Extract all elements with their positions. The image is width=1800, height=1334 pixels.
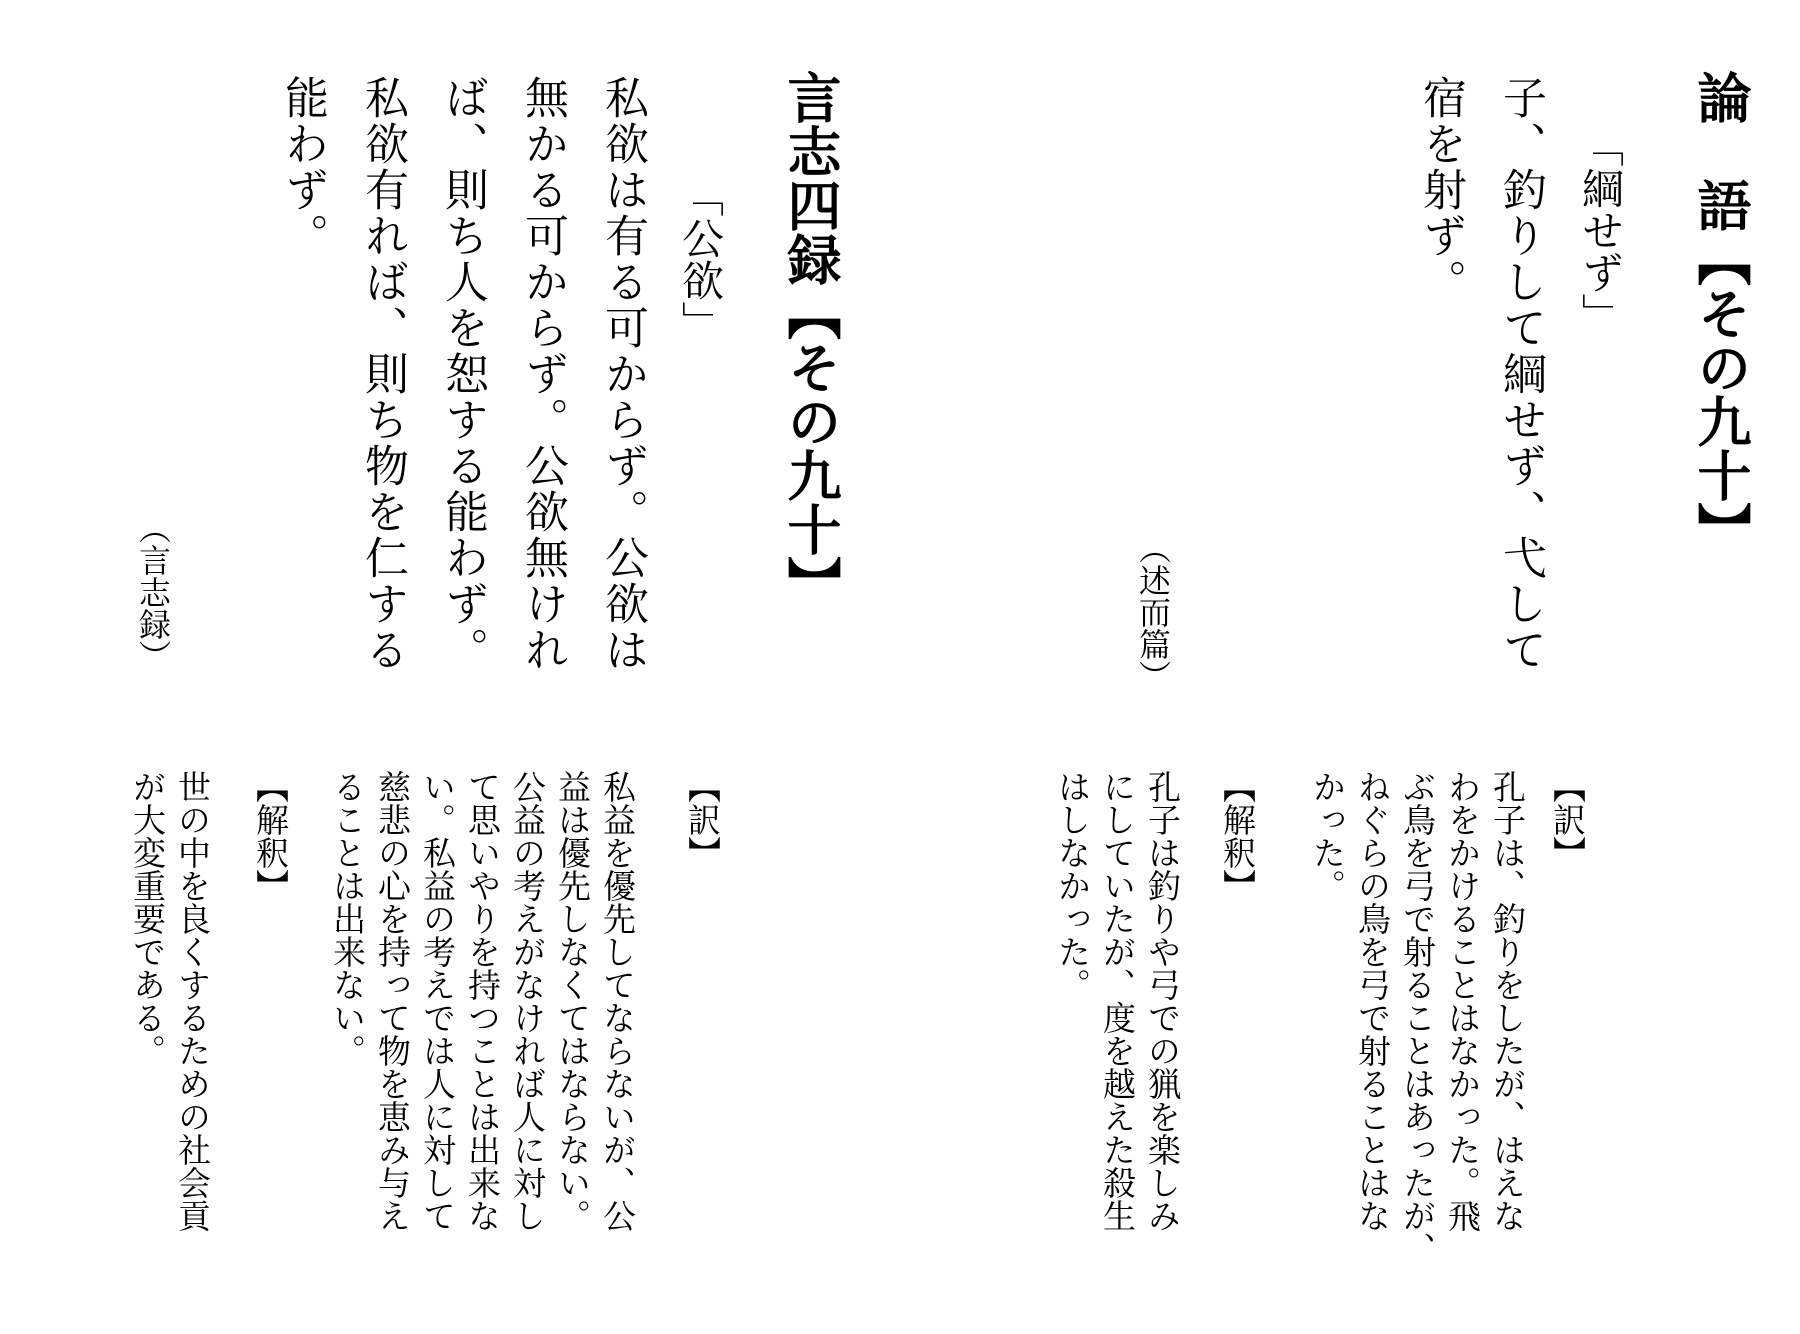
genshi-subtitle: 「公欲」 <box>676 175 725 343</box>
rongo-translation-text: 孔子は、釣りをしたが、はえな わをかけることはなかった。飛 ぶ鳥を弓で射ることはあったが、 ねぐらの鳥を弓で射ることはな かった。 <box>1308 770 1527 1265</box>
rongo-interpretation-label: 【解釈】 <box>1218 770 1257 902</box>
rongo-text-line-2: 宿を射ず。 <box>1415 75 1466 305</box>
genshi-source: （言志録） <box>134 512 172 672</box>
rongo-source: （述而篇） <box>1134 532 1172 692</box>
genshi-interpretation-label: 【解釈】 <box>251 770 290 902</box>
rongo-subtitle: 「綱せず」 <box>1576 125 1625 335</box>
genshi-heading: 言志四録【その九十】 <box>779 70 842 610</box>
genshi-translation-label: 【訳】 <box>683 770 722 869</box>
rongo-text-line-1: 子、釣りして綱せず、弋して <box>1495 75 1546 673</box>
rongo-interpretation-text: 孔子は釣りや弓での猟を楽しみ にしていたが、度を越えた殺生 はしなかった。 <box>1053 770 1182 1232</box>
genshi-text-line-4: 私欲有れば、則ち物を仁する <box>357 75 408 673</box>
genshi-text-line-2: 無かる可からず。公欲無けれ <box>517 75 568 673</box>
genshi-translation-text: 私益を優先してならないが、公 益は優先しなくてはならない。 公益の考えがなければ人に対し て思いやりを持つことは出来な い。私益の考えでは人に対して 慈悲の心を持って物を恵み与え ることは出来ない。 <box>328 770 637 1232</box>
genshi-interpretation-text: 世の中を良くするための社会貢 が大変重要である。 <box>128 770 212 1232</box>
genshi-text-line-1: 私欲は有る可からず。公欲は <box>597 75 648 673</box>
rongo-translation-label: 【訳】 <box>1548 770 1587 869</box>
rongo-heading: 論 語【その九十】 <box>1689 70 1752 556</box>
genshi-text-line-5: 能わず。 <box>277 75 328 259</box>
genshi-text-line-3: ば、則ち人を恕する能わず。 <box>437 75 488 673</box>
